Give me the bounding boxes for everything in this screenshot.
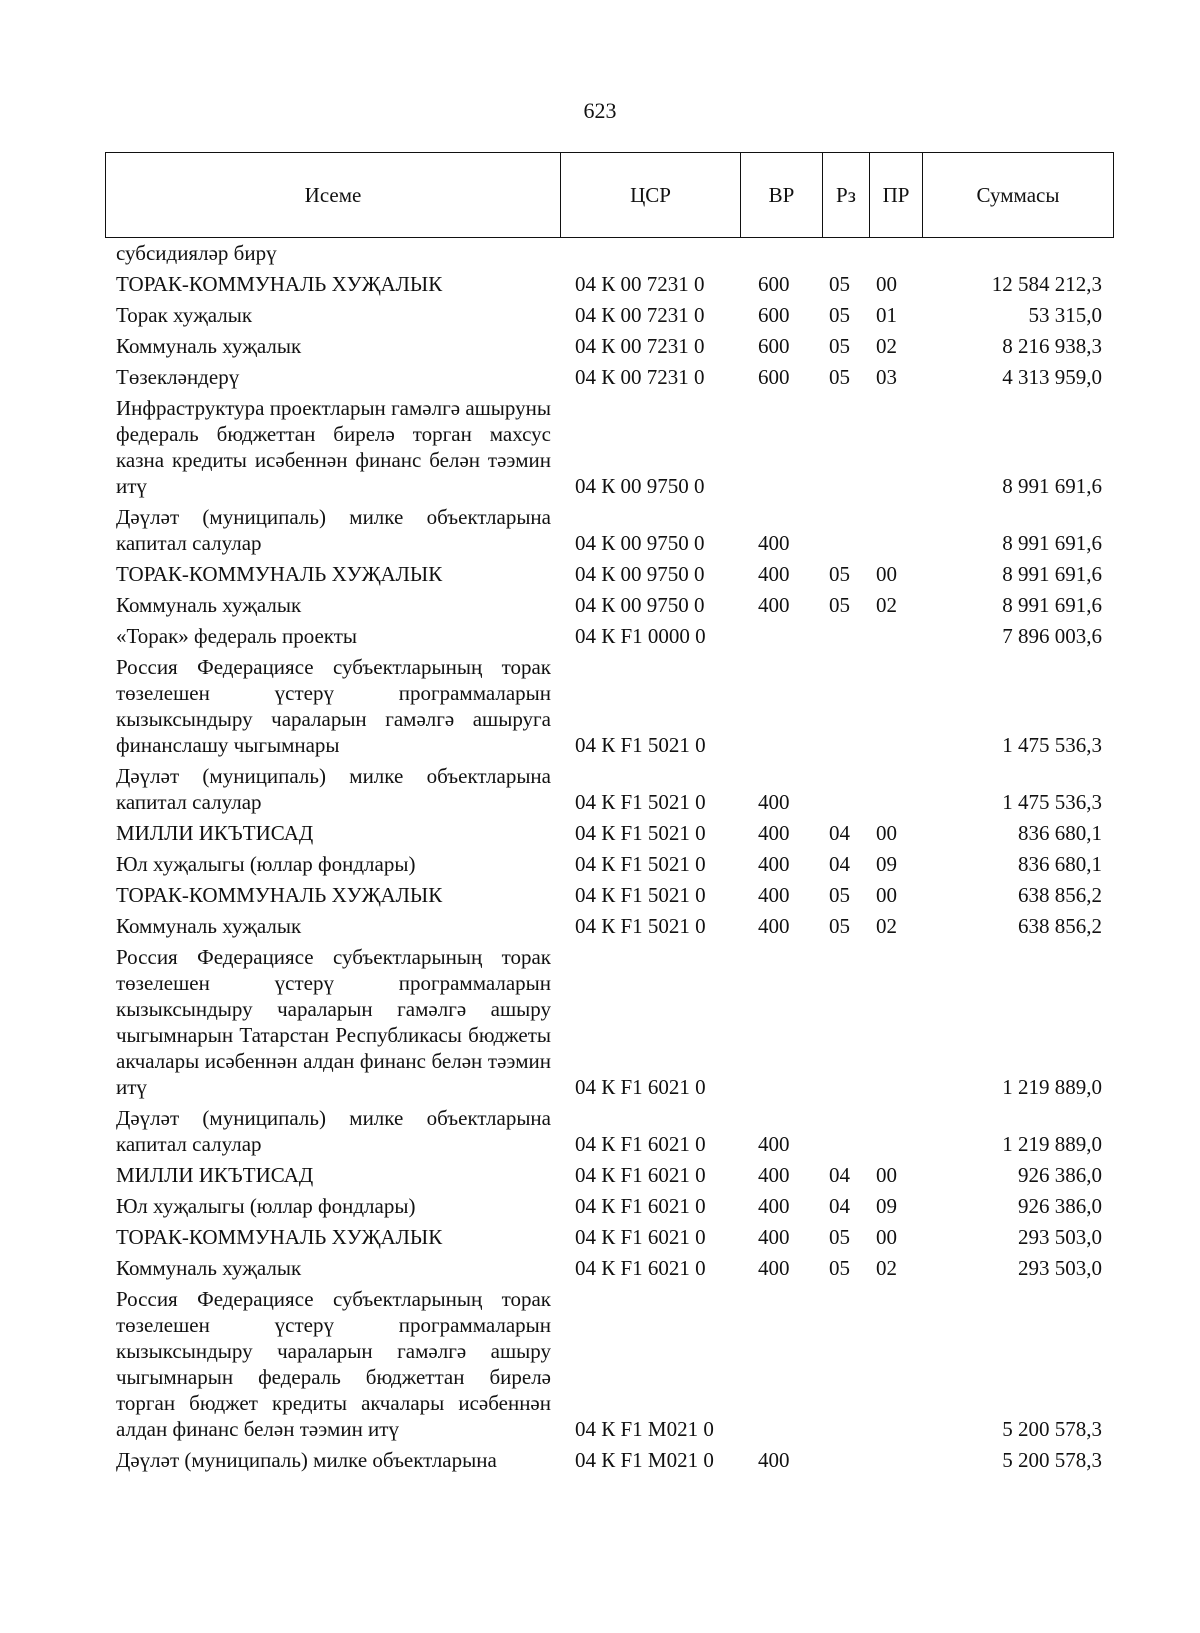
cell-rz: 04 [829,821,850,845]
cell-name: субсидияләр бирү [116,241,277,265]
cell-sum: 293 503,0 [1018,1256,1102,1280]
cell-csr: 04 К 00 7231 0 [575,334,705,358]
cell-name: ТОРАК-КОММУНАЛЬ ХУҖАЛЫК [116,272,443,296]
cell-pr: 02 [876,914,897,938]
cell-name: «Торак» федераль проекты [116,624,358,648]
cell-name: Россия Федерациясе субъектларының торак төзелешен үстерү программаларын кызыксындыру чараларын гамәлгә ашыру чыгымнарын федераль бюджеттан бирелә торган бюджет кредиты акчалары исәбеннән алдан финанс белән тәэмин итү [116,1287,551,1441]
table-row [0,1105,1200,1157]
table-row [0,944,1200,1100]
cell-sum: 1 475 536,3 [1002,790,1102,814]
table-row [0,913,1200,939]
header-name: Исеме [106,153,561,238]
cell-vr: 600 [758,365,790,389]
cell-name: Россия Федерациясе субъектларының торак төзелешен үстерү программаларын кызыксындыру чараларын гамәлгә ашыру чыгымнарын Татарстан Республикасы бюджеты акчалары исәбеннән алдан финанс белән тәэмин итү [116,945,551,1099]
table-row [0,561,1200,587]
cell-csr: 04 К F1 6021 0 [575,1163,706,1187]
cell-vr: 400 [758,914,790,938]
cell-csr: 04 К F1 5021 0 [575,821,706,845]
cell-pr: 00 [876,821,897,845]
cell-sum: 836 680,1 [1018,852,1102,876]
cell-vr: 400 [758,883,790,907]
cell-vr: 600 [758,303,790,327]
cell-pr: 00 [876,1163,897,1187]
table-row [0,1224,1200,1250]
cell-name: МИЛЛИ ИКЪТИСАД [116,821,314,845]
cell-vr: 400 [758,531,790,555]
cell-pr: 01 [876,303,897,327]
table-row [0,395,1200,499]
cell-csr: 04 К F1 5021 0 [575,790,706,814]
cell-rz: 05 [829,1225,850,1249]
cell-csr: 04 К F1 5021 0 [575,914,706,938]
cell-sum: 1 475 536,3 [1002,733,1102,757]
header-vr: ВР [741,153,823,238]
table-row [0,623,1200,649]
cell-vr: 600 [758,272,790,296]
cell-csr: 04 К F1 0000 0 [575,624,706,648]
cell-name: ТОРАК-КОММУНАЛЬ ХУҖАЛЫК [116,562,443,586]
cell-pr: 02 [876,334,897,358]
cell-vr: 400 [758,1448,790,1472]
cell-vr: 400 [758,1163,790,1187]
cell-pr: 09 [876,1194,897,1218]
cell-rz: 05 [829,914,850,938]
cell-csr: 04 К 00 9750 0 [575,531,705,555]
cell-name: Юл хуҗалыгы (юллар фондлары) [116,1194,416,1218]
cell-name: Коммуналь хуҗалык [116,334,302,358]
table-row [0,364,1200,390]
table-body [0,240,1200,1478]
table-row [0,820,1200,846]
table-header [105,152,1114,238]
cell-sum: 7 896 003,6 [1002,624,1102,648]
cell-sum: 8 991 691,6 [1002,531,1102,555]
table-row [0,271,1200,297]
cell-name: Россия Федерациясе субъектларының торак төзелешен үстерү программаларын кызыксындыру чараларын гамәлгә ашыруга финанслашу чыгымнары [116,655,551,757]
table-row [0,302,1200,328]
cell-sum: 8 216 938,3 [1002,334,1102,358]
cell-name: Коммуналь хуҗалык [116,914,302,938]
cell-csr: 04 К F1 6021 0 [575,1225,706,1249]
cell-pr: 00 [876,1225,897,1249]
cell-csr: 04 К 00 7231 0 [575,365,705,389]
cell-name: Дәүләт (муниципаль) милке объектларына капитал салулар [116,505,551,555]
cell-name: Торак хуҗалык [116,303,253,327]
cell-csr: 04 К F1 6021 0 [575,1132,706,1156]
cell-csr: 04 К 00 9750 0 [575,593,705,617]
cell-vr: 400 [758,852,790,876]
cell-name: Төзекләндерү [116,365,240,389]
cell-csr: 04 К F1 6021 0 [575,1256,706,1280]
table-row [0,1193,1200,1219]
cell-rz: 05 [829,593,850,617]
table-row [0,1286,1200,1442]
cell-csr: 04 К F1 6021 0 [575,1194,706,1218]
cell-rz: 05 [829,272,850,296]
cell-name: МИЛЛИ ИКЪТИСАД [116,1163,314,1187]
cell-rz: 05 [829,365,850,389]
cell-sum: 8 991 691,6 [1002,474,1102,498]
table-row [0,654,1200,758]
cell-sum: 293 503,0 [1018,1225,1102,1249]
cell-name: Дәүләт (муниципаль) милке объектларына капитал салулар [116,1106,551,1156]
cell-pr: 00 [876,562,897,586]
table-row [0,240,1200,266]
table-row [0,592,1200,618]
header-sum: Суммасы [923,153,1114,238]
cell-sum: 638 856,2 [1018,914,1102,938]
cell-pr: 03 [876,365,897,389]
cell-name: Коммуналь хуҗалык [116,593,302,617]
header-pr: ПР [870,153,923,238]
cell-name: ТОРАК-КОММУНАЛЬ ХУҖАЛЫК [116,883,443,907]
cell-sum: 926 386,0 [1018,1194,1102,1218]
cell-vr: 400 [758,1132,790,1156]
cell-pr: 02 [876,593,897,617]
table-row [0,851,1200,877]
cell-vr: 400 [758,790,790,814]
table-row [0,1162,1200,1188]
cell-sum: 926 386,0 [1018,1163,1102,1187]
cell-pr: 02 [876,1256,897,1280]
table-row [0,504,1200,556]
cell-sum: 836 680,1 [1018,821,1102,845]
cell-sum: 638 856,2 [1018,883,1102,907]
cell-name: Юл хуҗалыгы (юллар фондлары) [116,852,416,876]
table-row [0,1255,1200,1281]
table-row [0,882,1200,908]
cell-name: Дәүләт (муниципаль) милке объектларына капитал салулар [116,764,551,814]
cell-vr: 400 [758,562,790,586]
cell-pr: 09 [876,852,897,876]
cell-vr: 400 [758,1194,790,1218]
cell-name: Коммуналь хуҗалык [116,1256,302,1280]
cell-vr: 400 [758,1256,790,1280]
header-rz: Рз [823,153,870,238]
cell-name: Дәүләт (муниципаль) милке объектларына [116,1448,497,1472]
cell-vr: 400 [758,593,790,617]
table-row [0,763,1200,815]
cell-sum: 8 991 691,6 [1002,562,1102,586]
cell-pr: 00 [876,272,897,296]
cell-rz: 05 [829,883,850,907]
cell-sum: 1 219 889,0 [1002,1075,1102,1099]
cell-rz: 05 [829,334,850,358]
cell-csr: 04 К F1 5021 0 [575,852,706,876]
cell-sum: 1 219 889,0 [1002,1132,1102,1156]
cell-csr: 04 К F1 5021 0 [575,883,706,907]
cell-rz: 05 [829,303,850,327]
cell-csr: 04 К 00 9750 0 [575,474,705,498]
cell-csr: 04 К F1 М021 0 [575,1417,714,1441]
table-row [0,1447,1200,1473]
cell-rz: 04 [829,1163,850,1187]
cell-csr: 04 К F1 5021 0 [575,733,706,757]
cell-rz: 04 [829,852,850,876]
cell-name: Инфраструктура проектларын гамәлгә ашыруны федераль бюджеттан бирелә торган махсус казна кредиты исәбеннән финанс белән тәэмин итү [116,396,551,498]
cell-csr: 04 К 00 9750 0 [575,562,705,586]
cell-csr: 04 К F1 6021 0 [575,1075,706,1099]
cell-pr: 00 [876,883,897,907]
cell-sum: 53 315,0 [1028,303,1102,327]
cell-vr: 400 [758,821,790,845]
cell-vr: 600 [758,334,790,358]
cell-sum: 8 991 691,6 [1002,593,1102,617]
cell-sum: 4 313 959,0 [1002,365,1102,389]
cell-sum: 5 200 578,3 [1002,1448,1102,1472]
cell-csr: 04 К F1 М021 0 [575,1448,714,1472]
cell-vr: 400 [758,1225,790,1249]
page-number: 623 [583,98,617,123]
cell-sum: 5 200 578,3 [1002,1417,1102,1441]
cell-rz: 04 [829,1194,850,1218]
cell-rz: 05 [829,562,850,586]
cell-rz: 05 [829,1256,850,1280]
header-csr: ЦСР [561,153,741,238]
cell-sum: 12 584 212,3 [991,272,1102,296]
cell-name: ТОРАК-КОММУНАЛЬ ХУҖАЛЫК [116,1225,443,1249]
header-row [106,153,1114,238]
cell-csr: 04 К 00 7231 0 [575,303,705,327]
table-row [0,333,1200,359]
cell-csr: 04 К 00 7231 0 [575,272,705,296]
